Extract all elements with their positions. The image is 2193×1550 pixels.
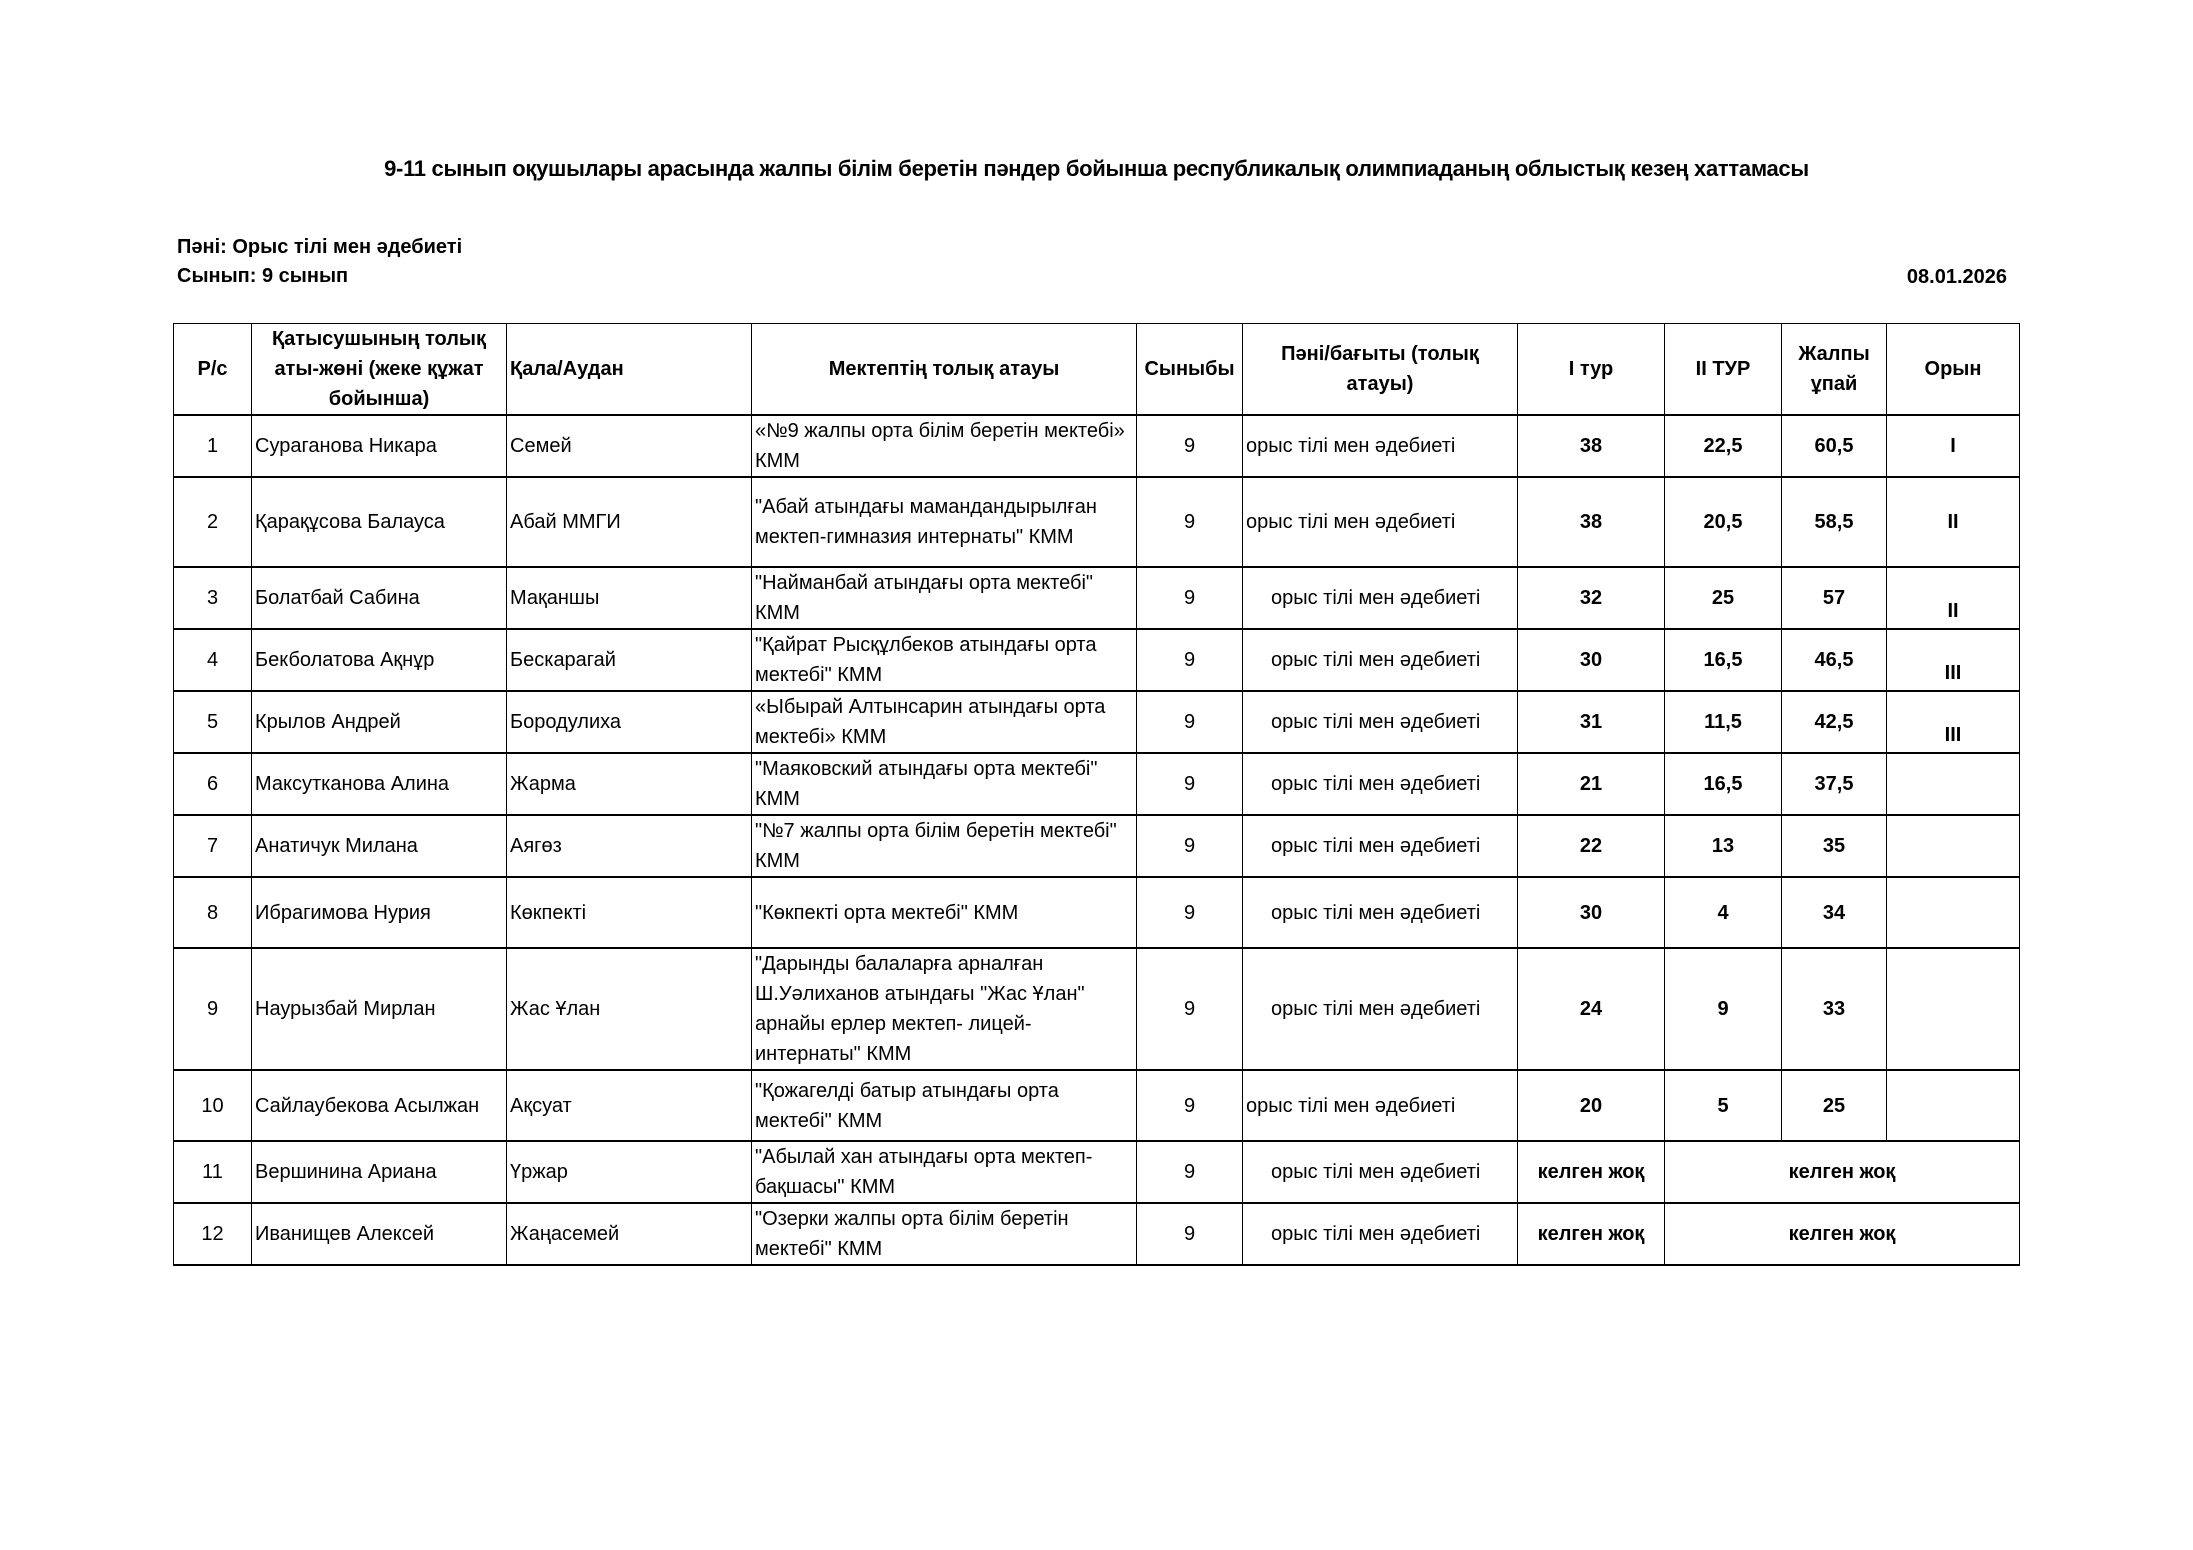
cell-city: Абай ММГИ [507,477,752,567]
cell-place [1887,815,2020,877]
cell-round1-absent: келген жоқ [1518,1141,1665,1203]
header-round1: I тур [1518,324,1665,416]
cell-place: III [1887,629,2020,691]
cell-school: "Абылай хан атындағы орта мектеп-бақшасы" КММ [752,1141,1137,1203]
cell-grade: 9 [1137,948,1243,1070]
cell-num: 3 [174,567,252,629]
table-row [174,1203,2020,1265]
table-row [174,815,2020,877]
cell-subject: орыс тілі мен әдебиеті [1243,567,1518,629]
cell-school: "№7 жалпы орта білім беретін мектебі" КММ [752,815,1137,877]
header-round2: II ТУР [1665,324,1782,416]
cell-round1: 31 [1518,691,1665,753]
cell-city: Семей [507,415,752,477]
cell-round2: 11,5 [1665,691,1782,753]
cell-name: Сайлаубекова Асылжан [252,1070,507,1141]
cell-subject: орыс тілі мен әдебиеті [1243,415,1518,477]
cell-place: II [1887,567,2020,629]
cell-grade: 9 [1137,415,1243,477]
cell-school: "Маяковский атындағы орта мектебі" КММ [752,753,1137,815]
cell-round1: 38 [1518,477,1665,567]
table-row [174,1070,2020,1141]
table-row [174,415,2020,477]
cell-num: 2 [174,477,252,567]
cell-num: 6 [174,753,252,815]
header-school: Мектептің толық атауы [752,324,1137,416]
header-city: Қала/Аудан [507,324,752,416]
cell-round2: 16,5 [1665,629,1782,691]
cell-school: "Көкпекті орта мектебі" КММ [752,877,1137,948]
cell-city: Жаңасемей [507,1203,752,1265]
cell-num: 11 [174,1141,252,1203]
cell-round1: 21 [1518,753,1665,815]
cell-grade: 9 [1137,1203,1243,1265]
cell-name: Ибрагимова Нурия [252,877,507,948]
cell-school: "Дарынды балаларға арналған Ш.Уәлиханов атындағы "Жас Ұлан" арнайы ерлер мектеп- лицей-интернаты" КММ [752,948,1137,1070]
cell-city: Ақсуат [507,1070,752,1141]
cell-round1: 22 [1518,815,1665,877]
cell-total: 60,5 [1782,415,1887,477]
cell-grade: 9 [1137,1070,1243,1141]
table-row [174,477,2020,567]
table-row [174,567,2020,629]
cell-subject: орыс тілі мен әдебиеті [1243,691,1518,753]
cell-name: Максутканова Алина [252,753,507,815]
header-place: Орын [1887,324,2020,416]
cell-round2: 25 [1665,567,1782,629]
header-total: Жалпы ұпай [1782,324,1887,416]
table-row [174,629,2020,691]
cell-num: 8 [174,877,252,948]
results-table [173,323,2020,1266]
cell-grade: 9 [1137,815,1243,877]
header-subject: Пәні/бағыты (толық атауы) [1243,324,1518,416]
cell-city: Үржар [507,1141,752,1203]
cell-grade: 9 [1137,877,1243,948]
cell-name: Вершинина Ариана [252,1141,507,1203]
cell-city: Бескарагай [507,629,752,691]
cell-round2: 20,5 [1665,477,1782,567]
cell-grade: 9 [1137,567,1243,629]
cell-school: "Қайрат Рысқұлбеков атындағы орта мектебі" КММ [752,629,1137,691]
cell-name: Болатбай Сабина [252,567,507,629]
cell-round1: 24 [1518,948,1665,1070]
header-name: Қатысушының толық аты-жөні (жеке құжат бойынша) [252,324,507,416]
cell-round1: 20 [1518,1070,1665,1141]
cell-place [1887,877,2020,948]
cell-total: 37,5 [1782,753,1887,815]
cell-place [1887,948,2020,1070]
cell-round1: 30 [1518,629,1665,691]
cell-subject: орыс тілі мен әдебиеті [1243,1203,1518,1265]
cell-round2: 13 [1665,815,1782,877]
cell-name: Қарақұсова Балауса [252,477,507,567]
cell-num: 7 [174,815,252,877]
cell-city: Бородулиха [507,691,752,753]
cell-school: «№9 жалпы орта білім беретін мектебі» КММ [752,415,1137,477]
cell-absent-merged: келген жоқ [1665,1141,2020,1203]
cell-total: 42,5 [1782,691,1887,753]
cell-school: "Озерки жалпы орта білім беретін мектебі" КММ [752,1203,1137,1265]
cell-grade: 9 [1137,691,1243,753]
cell-total: 57 [1782,567,1887,629]
cell-round1: 38 [1518,415,1665,477]
cell-school: «Ыбырай Алтынсарин атындағы орта мектебі» КММ [752,691,1137,753]
cell-round1: 30 [1518,877,1665,948]
cell-num: 12 [174,1203,252,1265]
cell-grade: 9 [1137,753,1243,815]
cell-city: Мақаншы [507,567,752,629]
cell-subject: орыс тілі мен әдебиеті [1243,1070,1518,1141]
cell-name: Бекболатова Ақнұр [252,629,507,691]
table-row [174,877,2020,948]
cell-round2: 5 [1665,1070,1782,1141]
cell-grade: 9 [1137,1141,1243,1203]
cell-total: 58,5 [1782,477,1887,567]
table-row [174,691,2020,753]
cell-place [1887,1070,2020,1141]
cell-num: 5 [174,691,252,753]
cell-city: Жарма [507,753,752,815]
cell-subject: орыс тілі мен әдебиеті [1243,753,1518,815]
cell-subject: орыс тілі мен әдебиеті [1243,877,1518,948]
cell-subject: орыс тілі мен әдебиеті [1243,815,1518,877]
document-date: 08.01.2026 [1906,266,2007,288]
cell-total: 33 [1782,948,1887,1070]
header-row [174,324,2020,416]
cell-grade: 9 [1137,629,1243,691]
table-row [174,1141,2020,1203]
cell-subject: орыс тілі мен әдебиеті [1243,477,1518,567]
document-title: 9-11 сынып оқушылары арасында жалпы білім беретін пәндер бойынша республикалық олимпиаданың облыстық кезең хаттамасы [384,156,1809,181]
cell-subject: орыс тілі мен әдебиеті [1243,948,1518,1070]
subject-line: Пәні: Орыс тілі мен әдебиеті [177,236,463,258]
cell-round1-absent: келген жоқ [1518,1203,1665,1265]
cell-total: 35 [1782,815,1887,877]
cell-total: 25 [1782,1070,1887,1141]
header-grade: Сыныбы [1137,324,1243,416]
header-num: Р/с [174,324,252,416]
cell-round1: 32 [1518,567,1665,629]
cell-grade: 9 [1137,477,1243,567]
cell-name: Анатичук Милана [252,815,507,877]
cell-city: Аягөз [507,815,752,877]
cell-city: Жас Ұлан [507,948,752,1070]
cell-place [1887,753,2020,815]
cell-place: II [1887,477,2020,567]
cell-name: Наурызбай Мирлан [252,948,507,1070]
cell-place: I [1887,415,2020,477]
cell-city: Көкпекті [507,877,752,948]
cell-round2: 22,5 [1665,415,1782,477]
cell-num: 4 [174,629,252,691]
cell-subject: орыс тілі мен әдебиеті [1243,1141,1518,1203]
cell-total: 34 [1782,877,1887,948]
cell-num: 1 [174,415,252,477]
cell-round2: 4 [1665,877,1782,948]
cell-round2: 16,5 [1665,753,1782,815]
cell-place: III [1887,691,2020,753]
cell-school: "Абай атындағы мамандандырылған мектеп-гимназия интернаты" КММ [752,477,1137,567]
cell-round2: 9 [1665,948,1782,1070]
cell-name: Иванищев Алексей [252,1203,507,1265]
grade-line: Сынып: 9 сынып [177,265,349,287]
table-row [174,948,2020,1070]
table-row [174,753,2020,815]
cell-num: 10 [174,1070,252,1141]
cell-school: "Қожагелді батыр атындағы орта мектебі" КММ [752,1070,1137,1141]
cell-num: 9 [174,948,252,1070]
cell-school: "Найманбай атындағы орта мектебі" КММ [752,567,1137,629]
cell-total: 46,5 [1782,629,1887,691]
cell-absent-merged: келген жоқ [1665,1203,2020,1265]
cell-subject: орыс тілі мен әдебиеті [1243,629,1518,691]
cell-name: Сураганова Никара [252,415,507,477]
cell-name: Крылов Андрей [252,691,507,753]
